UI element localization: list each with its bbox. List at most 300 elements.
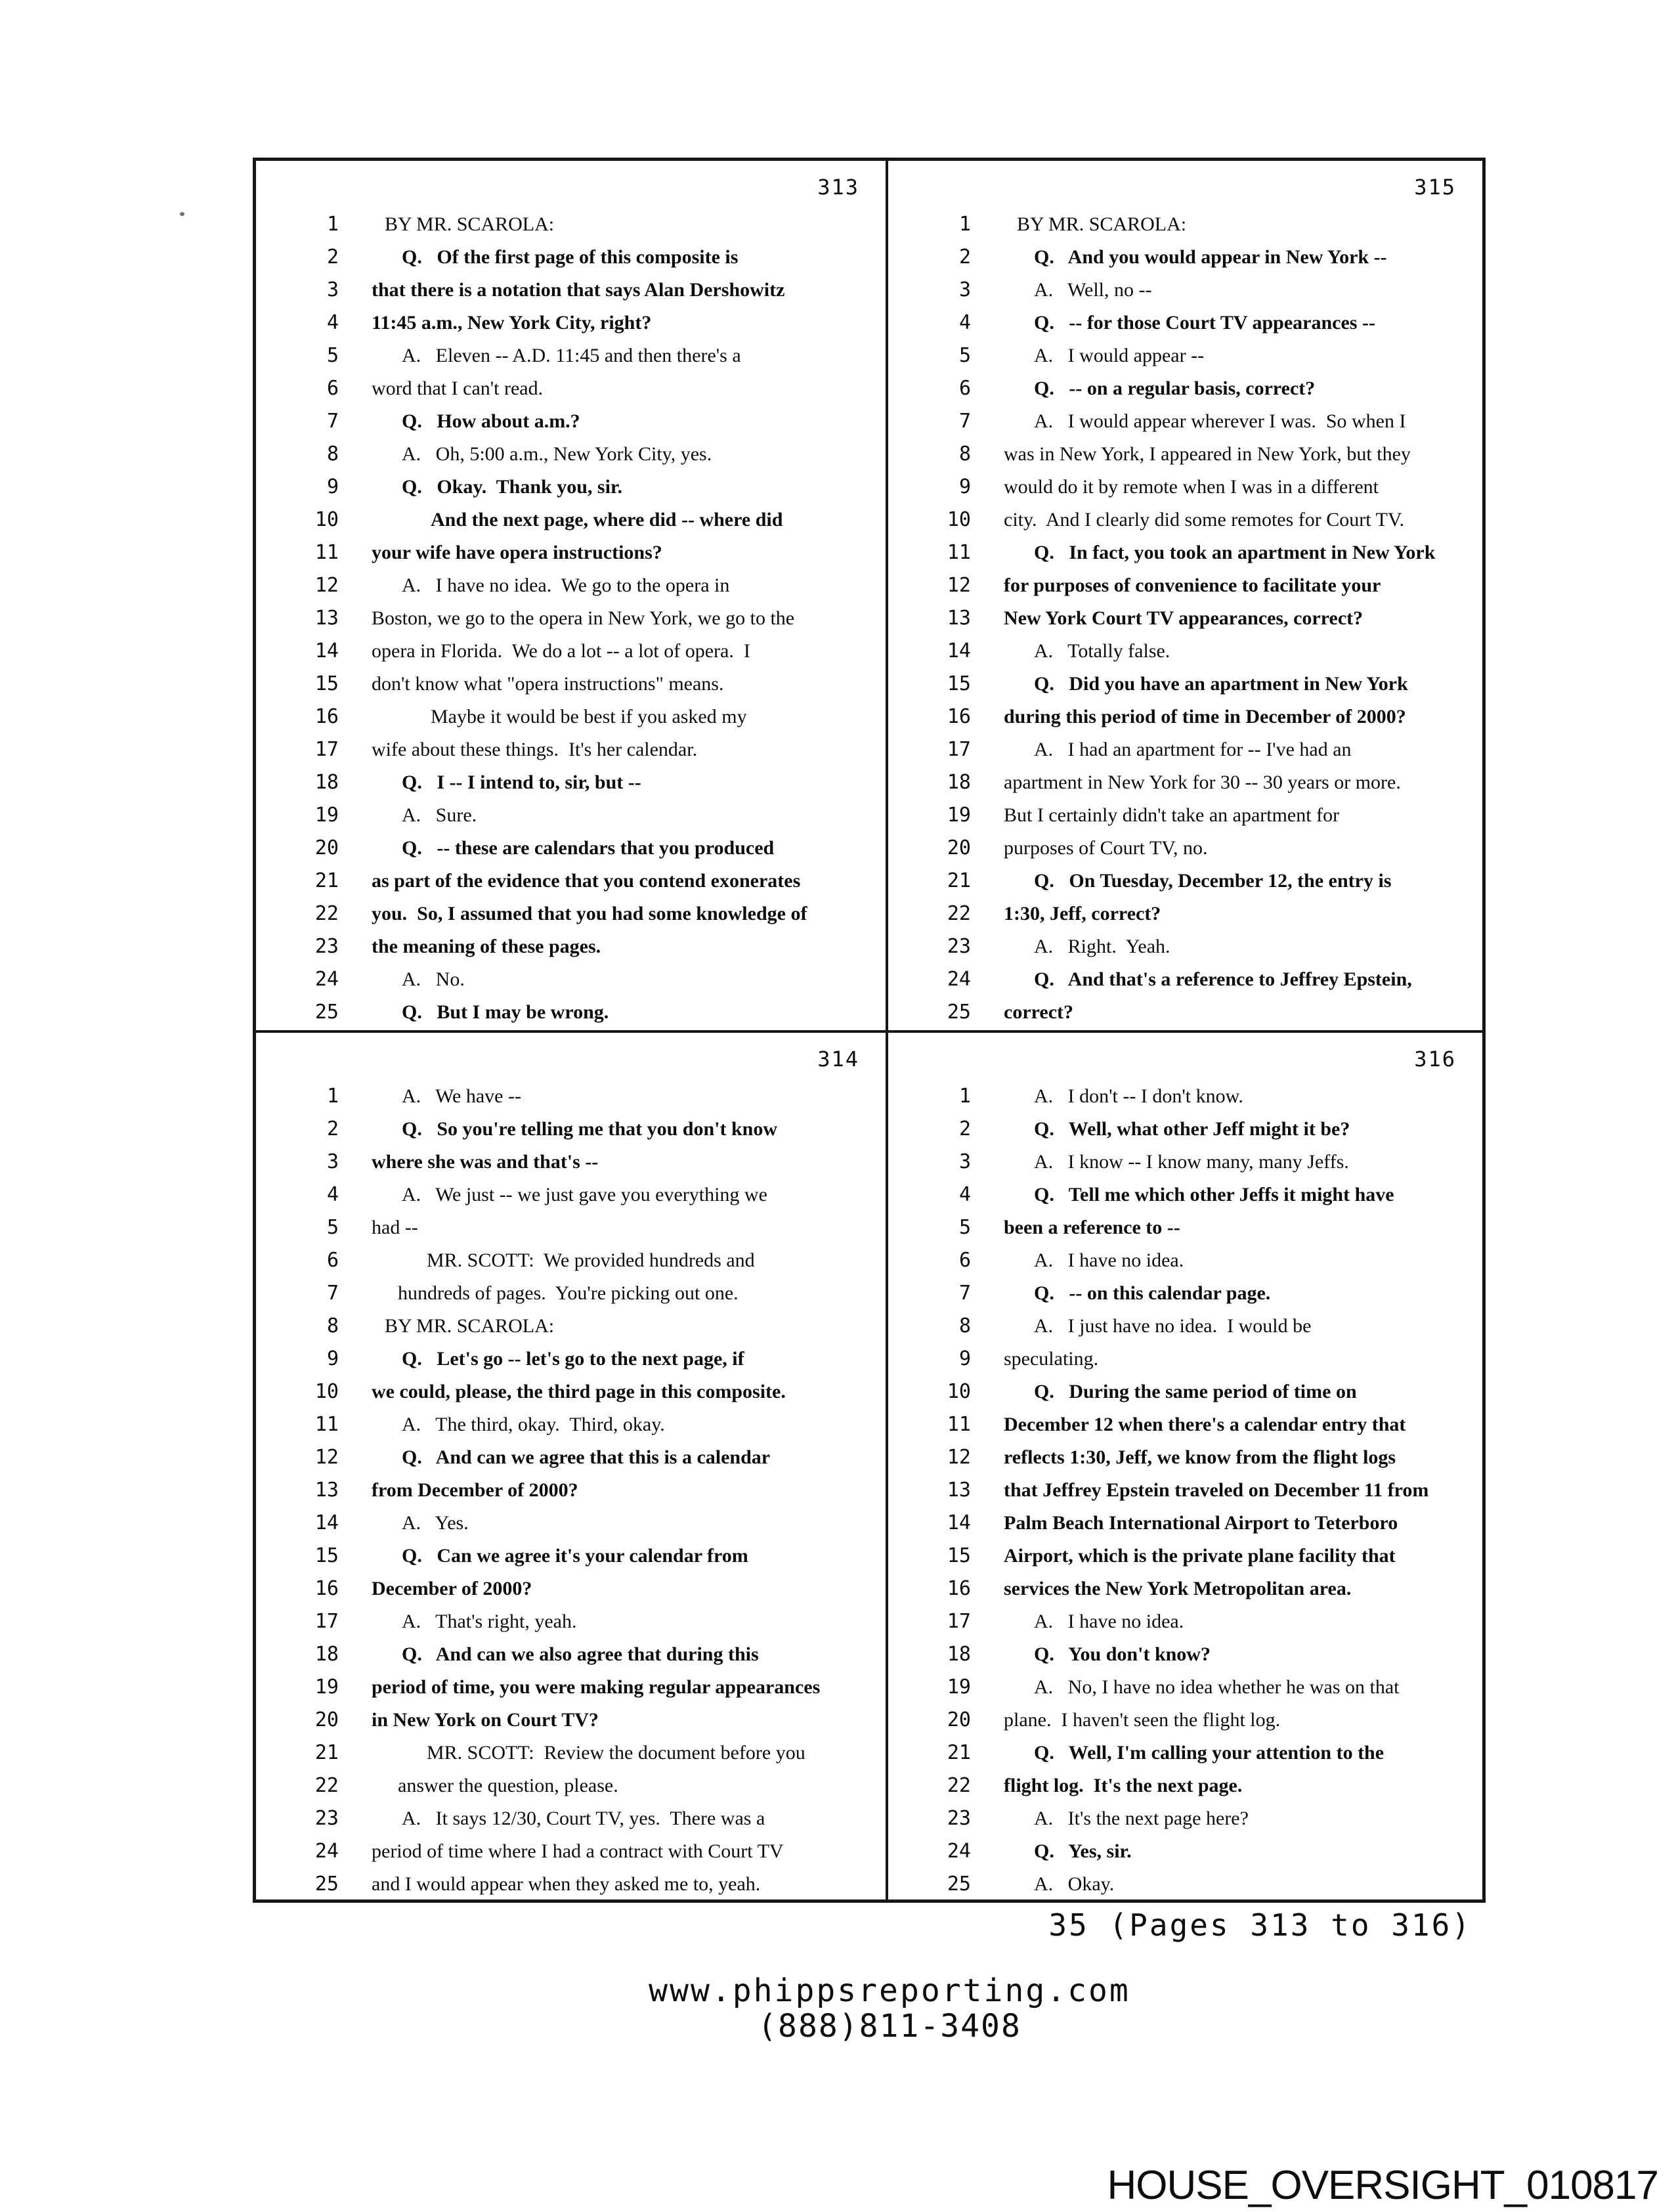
transcript-page-313 — [256, 161, 888, 1033]
line-number: 17 — [314, 738, 339, 761]
line-number: 19 — [947, 1676, 971, 1699]
line-number: 9 — [958, 475, 971, 498]
line-number: 4 — [326, 311, 339, 334]
line-number: 7 — [958, 1282, 971, 1305]
line-number: 19 — [314, 804, 339, 827]
transcript-line — [888, 536, 1482, 569]
line-text: But I certainly didn't take an apartment for — [1004, 804, 1340, 826]
line-number: 24 — [947, 968, 971, 991]
line-number: 17 — [947, 738, 971, 761]
transcript-line — [888, 1343, 1482, 1376]
transcript-line — [888, 1376, 1482, 1408]
line-text: BY MR. SCAROLA: — [385, 213, 555, 235]
transcript-line — [256, 898, 886, 930]
line-number: 8 — [958, 443, 971, 466]
line-number: 15 — [314, 1544, 339, 1567]
line-text: Q. How about a.m.? — [402, 410, 580, 432]
transcript-line — [256, 602, 886, 635]
transcript-page-315 — [888, 161, 1482, 1033]
line-number: 9 — [326, 475, 339, 498]
transcript-line — [256, 1244, 886, 1277]
transcript-line — [888, 1441, 1482, 1474]
transcript-line — [888, 471, 1482, 504]
reporter-website: www.phippsreporting.com — [649, 1972, 1130, 2009]
page-number: 314 — [817, 1047, 859, 1072]
line-text: that there is a notation that says Alan Dershowitz — [372, 279, 785, 301]
transcript-grid — [253, 158, 1486, 1903]
line-number: 12 — [314, 574, 339, 597]
transcript-lines — [888, 208, 1482, 1029]
line-number: 23 — [947, 935, 971, 958]
line-text: services the New York Metropolitan area. — [1004, 1578, 1352, 1599]
transcript-line — [888, 1113, 1482, 1146]
transcript-line — [256, 241, 886, 274]
transcript-line — [256, 1671, 886, 1704]
transcript-line — [256, 274, 886, 307]
line-text: A. I don't -- I don't know. — [1034, 1085, 1243, 1107]
line-text: Q. Did you have an apartment in New York — [1034, 673, 1408, 695]
transcript-line — [888, 701, 1482, 733]
transcript-lines — [256, 208, 886, 1029]
line-number: 6 — [326, 1249, 339, 1272]
transcript-line — [256, 1113, 886, 1146]
line-text: where she was and that's -- — [372, 1151, 599, 1173]
transcript-line — [256, 799, 886, 832]
line-number: 25 — [314, 1001, 339, 1024]
transcript-line — [256, 1310, 886, 1343]
line-number: 20 — [314, 1708, 339, 1731]
line-number: 13 — [314, 1479, 339, 1502]
line-text: 11:45 a.m., New York City, right? — [372, 312, 652, 334]
line-number: 22 — [314, 1774, 339, 1797]
line-text: December of 2000? — [372, 1578, 532, 1599]
transcript-line — [256, 438, 886, 471]
transcript-line — [256, 208, 886, 241]
line-text: A. No, I have no idea whether he was on that — [1034, 1676, 1400, 1698]
line-number: 7 — [326, 410, 339, 433]
line-text: period of time, you were making regular appearances — [372, 1676, 821, 1698]
transcript-line — [888, 766, 1482, 799]
line-text: been a reference to -- — [1004, 1217, 1180, 1238]
transcript-page-314 — [256, 1033, 888, 1899]
line-text: A. I know -- I know many, many Jeffs. — [1034, 1151, 1349, 1173]
line-text: Q. Well, what other Jeff might it be? — [1034, 1118, 1350, 1140]
transcript-line — [256, 996, 886, 1029]
line-number: 23 — [947, 1807, 971, 1830]
line-text: A. I would appear -- — [1034, 345, 1205, 366]
line-number: 7 — [326, 1282, 339, 1305]
line-number: 25 — [947, 1001, 971, 1024]
transcript-line — [256, 930, 886, 963]
line-number: 15 — [947, 1544, 971, 1567]
transcript-line — [256, 1146, 886, 1179]
line-text: A. Right. Yeah. — [1034, 936, 1170, 957]
line-number: 2 — [958, 246, 971, 269]
line-text: Q. So you're telling me that you don't know — [402, 1118, 778, 1140]
line-number: 5 — [326, 1216, 339, 1239]
line-text: A. It says 12/30, Court TV, yes. There was a — [402, 1808, 765, 1829]
line-text: Q. And can we agree that this is a calendar — [402, 1446, 771, 1468]
transcript-line — [888, 1572, 1482, 1605]
line-text: A. Oh, 5:00 a.m., New York City, yes. — [402, 443, 712, 465]
line-text: correct? — [1004, 1001, 1074, 1023]
transcript-line — [888, 1408, 1482, 1441]
line-text: Q. And that's a reference to Jeffrey Epstein, — [1034, 968, 1412, 990]
transcript-line — [888, 1080, 1482, 1113]
line-text: Q. But I may be wrong. — [402, 1001, 609, 1023]
line-number: 15 — [314, 672, 339, 695]
line-number: 21 — [947, 869, 971, 892]
line-text: Airport, which is the private plane facility that — [1004, 1545, 1396, 1567]
transcript-line — [888, 1868, 1482, 1899]
transcript-line — [256, 1408, 886, 1441]
line-number: 20 — [314, 836, 339, 859]
transcript-line — [888, 1310, 1482, 1343]
line-text: A. I have no idea. — [1034, 1249, 1184, 1271]
line-number: 14 — [314, 1511, 339, 1534]
transcript-line — [256, 1638, 886, 1671]
line-text: Boston, we go to the opera in New York, we go to the — [372, 607, 795, 629]
transcript-line — [888, 799, 1482, 832]
line-number: 1 — [326, 1085, 339, 1108]
line-text: Q. In fact, you took an apartment in New York — [1034, 542, 1436, 563]
line-number: 18 — [947, 771, 971, 794]
line-number: 19 — [947, 804, 971, 827]
line-number: 3 — [326, 278, 339, 301]
transcript-line — [256, 1769, 886, 1802]
transcript-line — [888, 635, 1482, 668]
line-text: A. No. — [402, 968, 465, 990]
line-number: 24 — [314, 968, 339, 991]
transcript-line — [256, 963, 886, 996]
line-text: A. It's the next page here? — [1034, 1808, 1249, 1829]
line-number: 13 — [314, 607, 339, 630]
line-text: Q. On Tuesday, December 12, the entry is — [1034, 870, 1392, 892]
line-number: 2 — [958, 1117, 971, 1140]
transcript-line — [888, 307, 1482, 339]
line-text: A. I would appear wherever I was. So when I — [1034, 410, 1406, 432]
transcript-line — [888, 1638, 1482, 1671]
line-number: 14 — [947, 1511, 971, 1534]
transcript-line — [888, 1507, 1482, 1540]
transcript-line — [256, 733, 886, 766]
line-text: your wife have opera instructions? — [372, 542, 662, 563]
transcript-line — [256, 1474, 886, 1507]
line-text: A. That's right, yeah. — [402, 1611, 577, 1632]
line-number: 2 — [326, 1117, 339, 1140]
line-number: 22 — [947, 1774, 971, 1797]
line-number: 4 — [326, 1183, 339, 1206]
transcript-line — [256, 832, 886, 865]
transcript-line — [888, 996, 1482, 1029]
line-text: city. And I clearly did some remotes for Court TV. — [1004, 509, 1405, 531]
line-text: BY MR. SCAROLA: — [385, 1315, 555, 1337]
line-number: 17 — [947, 1610, 971, 1633]
line-number: 10 — [947, 508, 971, 531]
line-text: don't know what "opera instructions" means. — [372, 673, 724, 695]
line-text: you. So, I assumed that you had some knowledge of — [372, 903, 807, 924]
line-text: BY MR. SCAROLA: — [1017, 213, 1187, 235]
transcript-line — [256, 1376, 886, 1408]
transcript-line — [888, 1211, 1482, 1244]
line-number: 6 — [958, 1249, 971, 1272]
transcript-line — [256, 1835, 886, 1868]
line-number: 11 — [314, 1413, 339, 1436]
line-number: 18 — [947, 1643, 971, 1666]
transcript-line — [256, 865, 886, 898]
line-number: 11 — [947, 1413, 971, 1436]
line-number: 18 — [314, 771, 339, 794]
line-number: 1 — [958, 213, 971, 236]
line-text: A. Sure. — [402, 804, 477, 826]
transcript-line — [256, 1868, 886, 1899]
transcript-line — [256, 372, 886, 405]
scan-artifact-dot — [180, 212, 184, 216]
transcript-line — [888, 372, 1482, 405]
line-text: Q. Okay. Thank you, sir. — [402, 476, 622, 498]
transcript-line — [256, 1737, 886, 1769]
transcript-line — [256, 1441, 886, 1474]
transcript-line — [888, 504, 1482, 536]
line-text: 1:30, Jeff, correct? — [1004, 903, 1161, 924]
transcript-line — [888, 668, 1482, 701]
line-text: Q. Tell me which other Jeffs it might have — [1034, 1184, 1394, 1205]
transcript-line — [888, 241, 1482, 274]
line-number: 3 — [958, 278, 971, 301]
line-number: 5 — [958, 344, 971, 367]
transcript-line — [888, 1671, 1482, 1704]
line-text: as part of the evidence that you contend exonerates — [372, 870, 801, 892]
line-text: purposes of Court TV, no. — [1004, 837, 1208, 859]
line-text: Q. -- these are calendars that you produced — [402, 837, 775, 859]
line-number: 12 — [947, 1446, 971, 1469]
line-text: Q. -- for those Court TV appearances -- — [1034, 312, 1375, 334]
line-number: 9 — [326, 1347, 339, 1370]
transcript-line — [888, 865, 1482, 898]
transcript-line — [888, 1704, 1482, 1737]
line-text: Q. Yes, sir. — [1034, 1840, 1132, 1862]
line-text: MR. SCOTT: We provided hundreds and — [427, 1249, 755, 1271]
transcript-line — [256, 504, 886, 536]
line-text: A. I just have no idea. I would be — [1034, 1315, 1312, 1337]
transcript-line — [888, 208, 1482, 241]
transcript-line — [888, 1605, 1482, 1638]
line-number: 1 — [958, 1085, 971, 1108]
line-text: Q. Well, I'm calling your attention to the — [1034, 1742, 1384, 1764]
transcript-line — [256, 1605, 886, 1638]
line-text: A. Yes. — [402, 1512, 469, 1534]
line-text: speculating. — [1004, 1348, 1099, 1370]
line-number: 20 — [947, 1708, 971, 1731]
line-number: 5 — [326, 344, 339, 367]
transcript-page-316 — [888, 1033, 1482, 1899]
line-text: had -- — [372, 1217, 418, 1238]
line-number: 18 — [314, 1643, 339, 1666]
line-text: wife about these things. It's her calendar. — [372, 739, 698, 760]
transcript-line — [888, 405, 1482, 438]
line-text: the meaning of these pages. — [372, 936, 601, 957]
line-text: A. Okay. — [1034, 1873, 1115, 1895]
transcript-line — [256, 307, 886, 339]
page-number: 316 — [1414, 1047, 1456, 1072]
line-text: A. I have no idea. — [1034, 1611, 1184, 1632]
transcript-line — [888, 1769, 1482, 1802]
line-number: 13 — [947, 1479, 971, 1502]
line-text: in New York on Court TV? — [372, 1709, 599, 1731]
transcript-line — [256, 536, 886, 569]
line-number: 20 — [947, 836, 971, 859]
line-text: Q. -- on this calendar page. — [1034, 1282, 1271, 1304]
line-text: Q. I -- I intend to, sir, but -- — [402, 771, 641, 793]
transcript-line — [256, 405, 886, 438]
transcript-line — [888, 832, 1482, 865]
line-number: 1 — [326, 213, 339, 236]
line-text: during this period of time in December of 2000? — [1004, 706, 1406, 727]
line-text: was in New York, I appeared in New York, but they — [1004, 443, 1411, 465]
transcript-line — [888, 930, 1482, 963]
line-number: 16 — [947, 1577, 971, 1600]
line-number: 5 — [958, 1216, 971, 1239]
line-number: 25 — [947, 1873, 971, 1896]
transcript-line — [256, 1507, 886, 1540]
transcript-line — [256, 1179, 886, 1211]
transcript-line — [888, 1737, 1482, 1769]
line-number: 12 — [314, 1446, 339, 1469]
line-text: and I would appear when they asked me to, yeah. — [372, 1873, 761, 1895]
transcript-line — [888, 1835, 1482, 1868]
line-text: December 12 when there's a calendar entry that — [1004, 1414, 1406, 1435]
transcript-line — [256, 569, 886, 602]
line-text: A. Well, no -- — [1034, 279, 1152, 301]
page-number: 315 — [1414, 175, 1456, 200]
transcript-line — [888, 1244, 1482, 1277]
line-number: 23 — [314, 1807, 339, 1830]
line-text: Maybe it would be best if you asked my — [431, 706, 747, 727]
transcript-line — [256, 766, 886, 799]
transcript-line — [888, 898, 1482, 930]
transcript-line — [256, 339, 886, 372]
line-number: 8 — [326, 1314, 339, 1337]
transcript-line — [888, 1540, 1482, 1572]
transcript-line — [256, 635, 886, 668]
transcript-line — [256, 1704, 886, 1737]
transcript-line — [888, 569, 1482, 602]
line-number: 21 — [314, 1741, 339, 1764]
line-number: 6 — [326, 377, 339, 400]
line-text: And the next page, where did -- where did — [431, 509, 783, 531]
transcript-line — [256, 701, 886, 733]
transcript-lines — [256, 1080, 886, 1899]
line-number: 10 — [314, 508, 339, 531]
line-text: would do it by remote when I was in a different — [1004, 476, 1379, 498]
line-number: 23 — [314, 935, 339, 958]
line-number: 3 — [326, 1150, 339, 1173]
transcript-line — [888, 602, 1482, 635]
transcript-line — [256, 1211, 886, 1244]
line-text: Q. Can we agree it's your calendar from — [402, 1545, 748, 1567]
line-text: reflects 1:30, Jeff, we know from the flight logs — [1004, 1446, 1396, 1468]
line-text: New York Court TV appearances, correct? — [1004, 607, 1363, 629]
transcript-line — [888, 1146, 1482, 1179]
line-text: A. We have -- — [402, 1085, 521, 1107]
line-number: 11 — [314, 541, 339, 564]
line-text: A. The third, okay. Third, okay. — [402, 1414, 665, 1435]
line-number: 3 — [958, 1150, 971, 1173]
line-text: for purposes of convenience to facilitate your — [1004, 575, 1381, 596]
transcript-line — [888, 1474, 1482, 1507]
line-text: A. We just -- we just gave you everything we — [402, 1184, 767, 1205]
line-text: A. I had an apartment for -- I've had an — [1034, 739, 1352, 760]
line-text: Q. -- on a regular basis, correct? — [1034, 378, 1316, 399]
line-text: from December of 2000? — [372, 1479, 578, 1501]
line-number: 24 — [314, 1840, 339, 1863]
reporter-phone: (888)811-3408 — [758, 2008, 1021, 2045]
line-text: opera in Florida. We do a lot -- a lot of opera. I — [372, 640, 750, 662]
line-number: 12 — [947, 574, 971, 597]
line-number: 4 — [958, 1183, 971, 1206]
line-number: 24 — [947, 1840, 971, 1863]
line-text: word that I can't read. — [372, 378, 544, 399]
transcript-line — [888, 339, 1482, 372]
line-number: 21 — [947, 1741, 971, 1764]
line-number: 9 — [958, 1347, 971, 1370]
page-range-label: 35 (Pages 313 to 316) — [1048, 1907, 1472, 1943]
line-text: Q. During the same period of time on — [1034, 1381, 1357, 1402]
line-number: 25 — [314, 1873, 339, 1896]
line-number: 22 — [947, 902, 971, 925]
line-number: 14 — [314, 640, 339, 662]
transcript-lines — [888, 1080, 1482, 1899]
line-number: 13 — [947, 607, 971, 630]
line-text: Palm Beach International Airport to Teterboro — [1004, 1512, 1398, 1534]
transcript-line — [256, 1080, 886, 1113]
line-text: Q. And can we also agree that during this — [402, 1643, 759, 1665]
transcript-line — [888, 733, 1482, 766]
page-number: 313 — [817, 175, 859, 200]
line-text: we could, please, the third page in this composite. — [372, 1381, 786, 1402]
line-number: 4 — [958, 311, 971, 334]
line-text: A. I have no idea. We go to the opera in — [402, 575, 730, 596]
transcript-line — [888, 1802, 1482, 1835]
line-text: flight log. It's the next page. — [1004, 1775, 1243, 1796]
line-text: answer the question, please. — [398, 1775, 618, 1796]
line-text: apartment in New York for 30 -- 30 years or more. — [1004, 771, 1401, 793]
line-text: MR. SCOTT: Review the document before you — [427, 1742, 805, 1764]
line-text: A. Totally false. — [1034, 640, 1170, 662]
line-number: 17 — [314, 1610, 339, 1633]
transcript-line — [888, 963, 1482, 996]
transcript-line — [256, 1277, 886, 1310]
line-text: Q. Of the first page of this composite is — [402, 246, 739, 268]
line-number: 8 — [958, 1314, 971, 1337]
transcript-line — [256, 1343, 886, 1376]
line-text: A. Eleven -- A.D. 11:45 and then there's a — [402, 345, 741, 366]
line-number: 21 — [314, 869, 339, 892]
line-text: hundreds of pages. You're picking out one. — [398, 1282, 739, 1304]
line-number: 22 — [314, 902, 339, 925]
line-number: 8 — [326, 443, 339, 466]
line-text: Q. You don't know? — [1034, 1643, 1211, 1665]
transcript-line — [888, 1277, 1482, 1310]
transcript-line — [256, 668, 886, 701]
line-number: 14 — [947, 640, 971, 662]
line-text: Q. Let's go -- let's go to the next page, if — [402, 1348, 744, 1370]
transcript-line — [256, 1572, 886, 1605]
line-number: 19 — [314, 1676, 339, 1699]
line-text: Q. And you would appear in New York -- — [1034, 246, 1387, 268]
transcript-line — [888, 274, 1482, 307]
line-text: that Jeffrey Epstein traveled on December 11 from — [1004, 1479, 1429, 1501]
